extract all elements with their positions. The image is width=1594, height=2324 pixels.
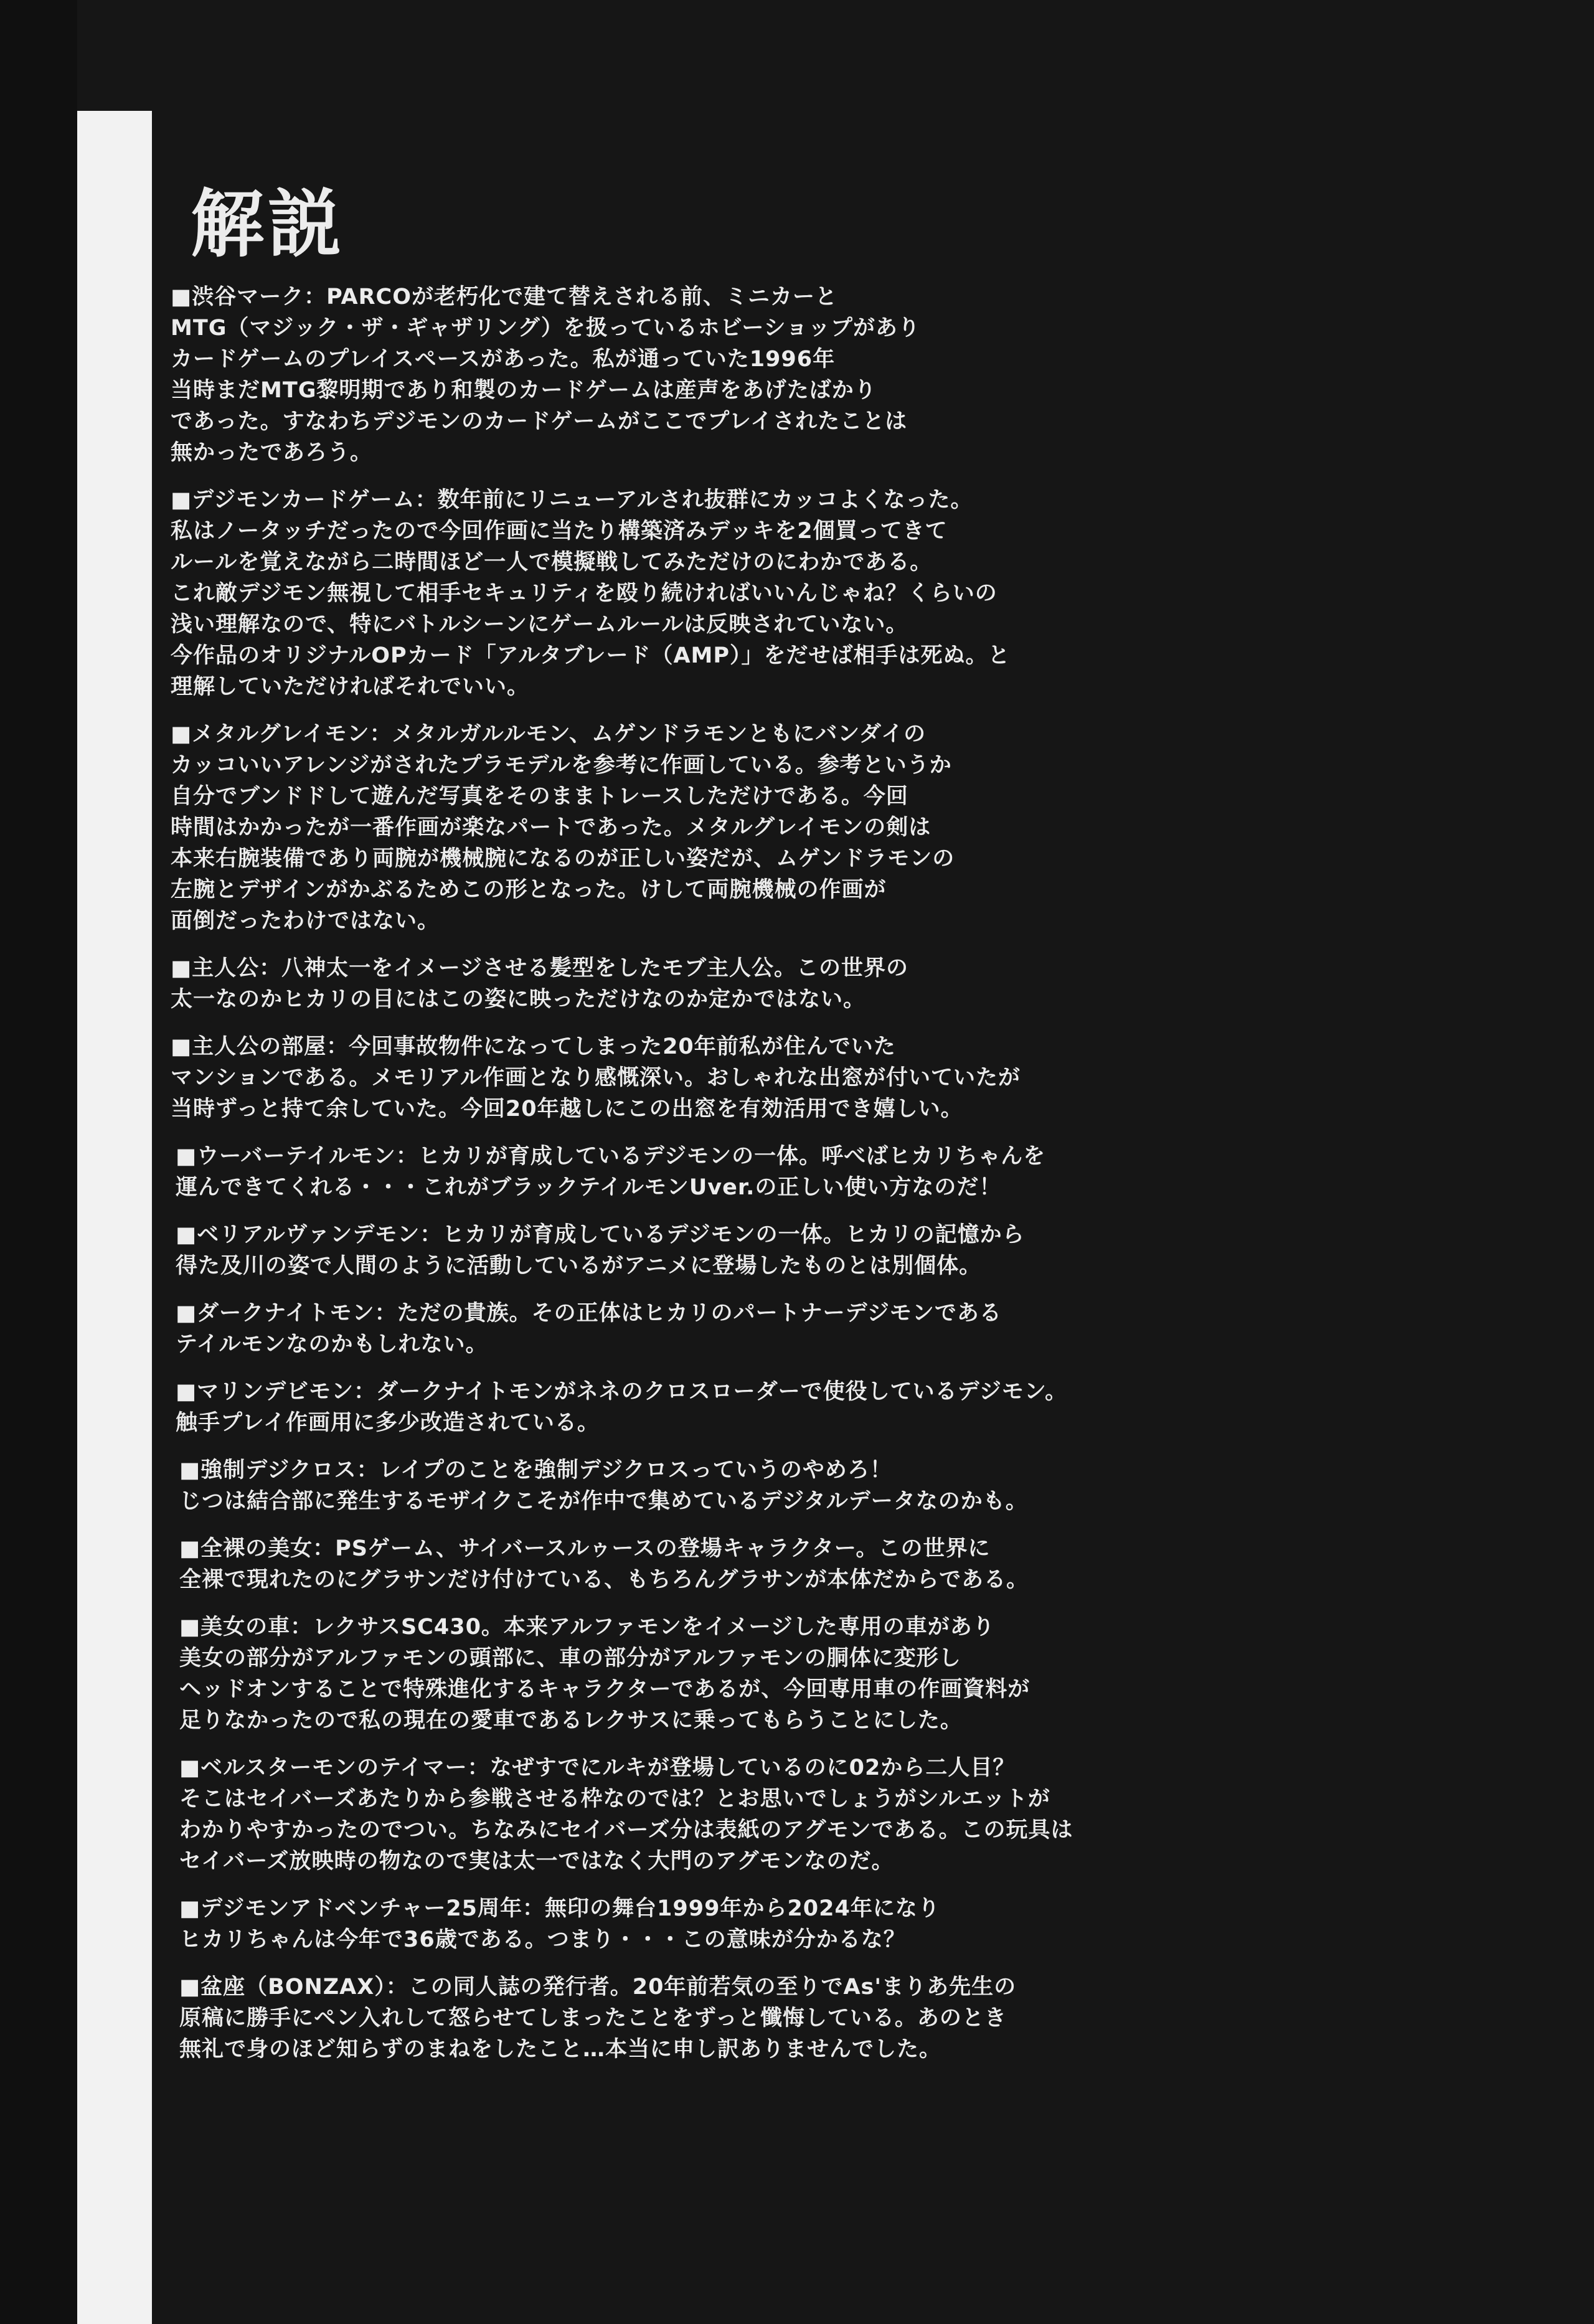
commentary-entry xyxy=(171,953,1217,1015)
commentary-entry xyxy=(171,719,1217,937)
commentary-entry xyxy=(176,1141,1217,1203)
commentary-line: ルールを覚えながら二時間ほど一人で模擬戦してみただけのにわかである。 xyxy=(171,550,933,575)
commentary-line: 自分でブンドドして遊んだ写真をそのままトレースしただけである。今回 xyxy=(171,784,908,809)
commentary-line: であった。すなわちデジモンのカードゲームがここでプレイされたことは xyxy=(171,409,908,434)
commentary-entry xyxy=(179,1455,1217,1517)
commentary-line: ■ウーバーテイルモン：ヒカリが育成しているデジモンの一体。呼べばヒカリちゃんを xyxy=(176,1144,1046,1169)
commentary-line: 本来右腕装備であり両腕が機械腕になるのが正しい姿だが、ムゲンドラモンの xyxy=(171,846,955,871)
commentary-entry xyxy=(176,1298,1217,1360)
commentary-line: ■メタルグレイモン：メタルガルルモン、ムゲンドラモンともにバンダイの xyxy=(171,722,927,747)
commentary-line: これ敵デジモン無視して相手セキュリティを殴り続ければいいんじゃね？くらいの xyxy=(171,581,997,606)
commentary-line: ■デジモンアドベンチャー25周年：無印の舞台1999年から2024年になり xyxy=(179,1896,940,1921)
commentary-line: カッコいいアレンジがされたプラモデルを参考に作画している。参考というか xyxy=(171,753,952,778)
commentary-line: 太一なのかヒカリの目にはこの姿に映っただけなのか定かではない。 xyxy=(171,987,866,1012)
commentary-line: 原稿に勝手にペン入れして怒らせてしまったことをずっと懺悔している。あのとき xyxy=(179,2006,1007,2031)
commentary-line: 得た及川の姿で人間のように活動しているがアニメに登場したものとは別個体。 xyxy=(176,1254,982,1278)
commentary-line: 足りなかったので私の現在の愛車であるレクサスに乗ってもらうことにした。 xyxy=(179,1708,963,1733)
commentary-line: 時間はかかったが一番作画が楽なパートであった。メタルグレイモンの剣は xyxy=(171,815,931,840)
commentary-line: じつは結合部に発生するモザイクこそが作中で集めているデジタルデータなのかも。 xyxy=(179,1489,1028,1514)
commentary-entry xyxy=(171,484,1217,702)
commentary-line: セイバーズ放映時の物なので実は太一ではなく大門のアグモンなのだ。 xyxy=(179,1849,894,1874)
commentary-entry xyxy=(171,1031,1217,1125)
commentary-line: ■ダークナイトモン：ただの貴族。その正体はヒカリのパートナーデジモンである xyxy=(176,1301,1002,1326)
commentary-line: ■主人公の部屋：今回事故物件になってしまった20年前私が住んでいた xyxy=(171,1034,896,1059)
commentary-line: ■強制デジクロス：レイプのことを強制デジクロスっていうのやめろ！ xyxy=(179,1458,892,1483)
commentary-entry xyxy=(179,1893,1217,1955)
commentary-line: ■ベルスターモンのテイマー：なぜすでにルキが登場しているのに02から二人目？ xyxy=(179,1755,1016,1780)
commentary-line: わかりやすかったのでつい。ちなみにセイバーズ分は表紙のアグモンである。この玩具は xyxy=(179,1818,1073,1843)
commentary-line: 無かったであろう。 xyxy=(171,440,373,465)
commentary-line: 運んできてくれる・・・これがブラックテイルモンUver.の正しい使い方なのだ！ xyxy=(176,1175,1002,1200)
commentary-line: 当時ずっと持て余していた。今回20年越しにこの出窓を有効活用でき嬉しい。 xyxy=(171,1097,963,1122)
commentary-line: マンションである。メモリアル作画となり感慨深い。おしゃれな出窓が付いていたが xyxy=(171,1065,1021,1090)
commentary-entry xyxy=(176,1219,1217,1282)
commentary-line: 触手プレイ作画用に多少改造されている。 xyxy=(176,1410,600,1435)
commentary-line: 美女の部分がアルファモンの頭部に、車の部分がアルファモンの胴体に変形し xyxy=(179,1646,961,1671)
commentary-line: ヘッドオンすることで特殊進化するキャラクターであるが、今回専用車の作画資料が xyxy=(179,1677,1030,1702)
commentary-line: 私はノータッチだったので今回作画に当たり構築済みデッキを2個買ってきて xyxy=(171,519,948,544)
commentary-line: ■マリンデビモン：ダークナイトモンがネネのクロスローダーで使役しているデジモン。 xyxy=(176,1379,1068,1404)
page-left-dark-band xyxy=(0,0,77,2324)
commentary-entry xyxy=(179,1533,1217,1595)
commentary-entry xyxy=(179,1752,1217,1877)
page-white-vertical-bar xyxy=(77,111,152,2324)
commentary-line: 理解していただければそれでいい。 xyxy=(171,674,530,699)
commentary-entry xyxy=(171,281,1217,468)
commentary-entry xyxy=(176,1376,1217,1438)
commentary-line: 全裸で現れたのにグラサンだけ付けている、もちろんグラサンが本体だからである。 xyxy=(179,1567,1029,1592)
commentary-line: 無礼で身のほど知らずのまねをしたこと…本当に申し訳ありませんでした。 xyxy=(179,2037,942,2062)
commentary-line: 今作品のオリジナルOPカード「アルタブレード（AMP）」をだせば相手は死ぬ。と xyxy=(171,643,1011,668)
commentary-line: MTG（マジック・ザ・ギャザリング）を扱っているホビーショップがあり xyxy=(171,316,920,341)
commentary-line: 左腕とデザインがかぶるためこの形となった。けして両腕機械の作画が xyxy=(171,877,887,902)
commentary-line: ■盆座（BONZAX）：この同人誌の発行者。20年前若気の至りでAs'まりあ先生の xyxy=(179,1975,1017,2000)
commentary-list xyxy=(171,281,1217,2081)
commentary-line: ■主人公：八神太一をイメージさせる髪型をしたモブ主人公。この世界の xyxy=(171,956,909,981)
commentary-line: テイルモンなのかもしれない。 xyxy=(176,1332,488,1357)
commentary-entry xyxy=(179,1972,1217,2065)
commentary-line: そこはセイバーズあたりから参戦させる枠なのでは？とお思いでしょうがシルエットが xyxy=(179,1787,1050,1811)
page-title: 解説 xyxy=(191,181,346,267)
commentary-line: ■美女の車：レクサスSC430。本来アルファモンをイメージした専用の車があり xyxy=(179,1615,995,1640)
commentary-line: 浅い理解なので、特にバトルシーンにゲームルールは反映されていない。 xyxy=(171,612,908,637)
commentary-line: ■デジモンカードゲーム：数年前にリニューアルされ抜群にカッコよくなった。 xyxy=(171,488,973,513)
commentary-line: カードゲームのプレイスペースがあった。私が通っていた1996年 xyxy=(171,347,836,372)
commentary-line: ヒカリちゃんは今年で36歳である。つまり・・・この意味が分かるな？ xyxy=(179,1927,906,1952)
commentary-line: 当時まだMTG黎明期であり和製のカードゲームは産声をあげたばかり xyxy=(171,378,877,403)
commentary-line: ■渋谷マーク：PARCOが老朽化で建て替えされる前、ミニカーと xyxy=(171,285,837,309)
commentary-line: ■全裸の美女：PSゲーム、サイバースルゥースの登場キャラクター。この世界に xyxy=(179,1536,991,1561)
commentary-entry xyxy=(179,1612,1217,1736)
commentary-line: 面倒だったわけではない。 xyxy=(171,909,440,933)
commentary-line: ■ベリアルヴァンデモン：ヒカリが育成しているデジモンの一体。ヒカリの記憶から xyxy=(176,1222,1025,1247)
